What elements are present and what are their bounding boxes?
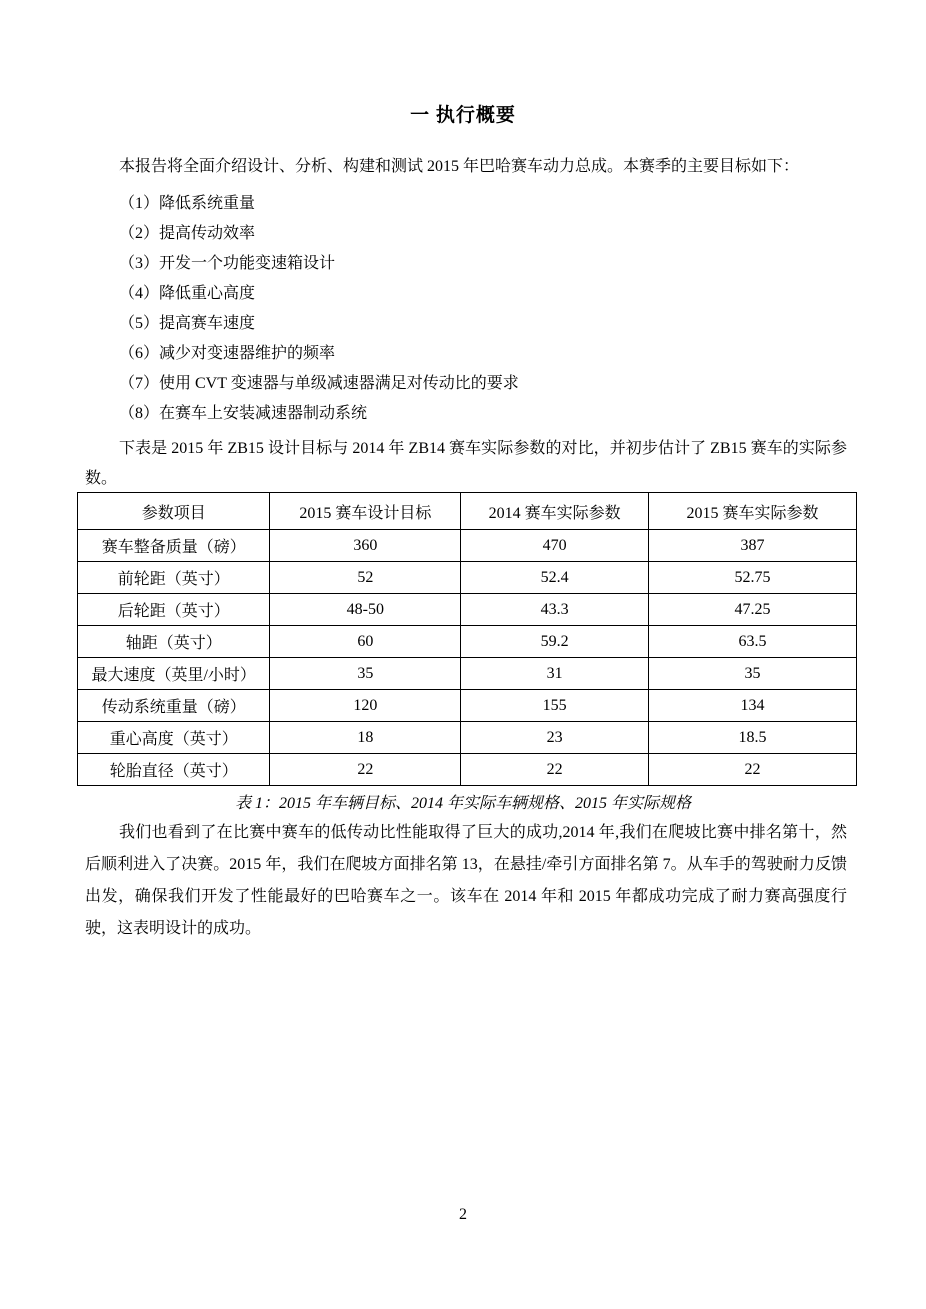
goal-item-7: （7）使用 CVT 变速器与单级减速器满足对传动比的要求 xyxy=(119,375,519,392)
param-value-cell: 48-50 xyxy=(270,594,461,626)
goals-list xyxy=(119,189,839,429)
param-value-cell: 134 xyxy=(648,690,856,722)
table-row xyxy=(78,530,857,562)
param-value-cell: 18 xyxy=(270,722,461,754)
param-value-cell: 22 xyxy=(648,754,856,786)
param-name-cell: 重心高度（英寸） xyxy=(78,722,270,754)
param-value-cell: 23 xyxy=(461,722,649,754)
param-value-cell: 47.25 xyxy=(648,594,856,626)
intro-paragraph: 本报告将全面介绍设计、分析、构建和测试 2015 年巴哈赛车动力总成。本赛季的主要目标如下： xyxy=(119,158,800,175)
param-name-cell: 轮胎直径（英寸） xyxy=(78,754,270,786)
goal-item-1: （1）降低系统重量 xyxy=(119,195,256,212)
header-2014-actual: 2014 赛车实际参数 xyxy=(461,493,649,530)
param-value-cell: 35 xyxy=(648,658,856,690)
goal-item-3: （3）开发一个功能变速箱设计 xyxy=(119,255,336,272)
header-2015-actual: 2015 赛车实际参数 xyxy=(648,493,856,530)
param-value-cell: 18.5 xyxy=(648,722,856,754)
param-value-cell: 52.75 xyxy=(648,562,856,594)
goal-item-8: （8）在赛车上安装减速器制动系统 xyxy=(119,405,368,422)
param-value-cell: 43.3 xyxy=(461,594,649,626)
param-value-cell: 22 xyxy=(270,754,461,786)
param-name-cell: 传动系统重量（磅） xyxy=(78,690,270,722)
header-2015-target: 2015 赛车设计目标 xyxy=(270,493,461,530)
table-row xyxy=(78,594,857,626)
param-value-cell: 470 xyxy=(461,530,649,562)
goal-item-5: （5）提高赛车速度 xyxy=(119,315,256,332)
table-intro-paragraph: 下表是 2015 年 ZB15 设计目标与 2014 年 ZB14 赛车实际参数的对比，并初步估计了 ZB15 赛车的实际参数。 xyxy=(85,440,847,487)
table-row xyxy=(78,658,857,690)
table-caption: 表 1：2015 年车辆目标、2014 年实际车辆规格、2015 年实际规格 xyxy=(234,795,691,812)
param-name-cell: 最大速度（英里/小时） xyxy=(78,658,270,690)
param-value-cell: 387 xyxy=(648,530,856,562)
table-row xyxy=(78,562,857,594)
page-number: 2 xyxy=(459,1206,467,1223)
param-value-cell: 22 xyxy=(461,754,649,786)
param-value-cell: 31 xyxy=(461,658,649,690)
specs-table-container xyxy=(77,492,857,786)
table-row xyxy=(78,690,857,722)
param-value-cell: 120 xyxy=(270,690,461,722)
goal-item-4: （4）降低重心高度 xyxy=(119,285,256,302)
table-header-row xyxy=(78,493,857,530)
header-param-name: 参数项目 xyxy=(78,493,270,530)
param-value-cell: 35 xyxy=(270,658,461,690)
param-value-cell: 60 xyxy=(270,626,461,658)
param-name-cell: 前轮距（英寸） xyxy=(78,562,270,594)
param-name-cell: 赛车整备质量（磅） xyxy=(78,530,270,562)
param-name-cell: 后轮距（英寸） xyxy=(78,594,270,626)
param-value-cell: 52.4 xyxy=(461,562,649,594)
param-value-cell: 52 xyxy=(270,562,461,594)
table-row xyxy=(78,722,857,754)
param-value-cell: 59.2 xyxy=(461,626,649,658)
param-value-cell: 63.5 xyxy=(648,626,856,658)
page-title: 一 执行概要 xyxy=(410,105,516,126)
param-value-cell: 155 xyxy=(461,690,649,722)
goal-item-2: （2）提高传动效率 xyxy=(119,225,256,242)
results-paragraph: 我们也看到了在比赛中赛车的低传动比性能取得了巨大的成功,2014 年,我们在爬坡比赛中排名第十，然后顺利进入了决赛。2015 年，我们在爬坡方面排名第 13，在悬挂/牵引方面排名第 7。从车手的驾驶耐力反馈出发，确保我们开发了性能最好的巴哈赛车之一。该车在 2014 年和 2015 年都成功完成了耐力赛高强度行驶，这表明设计的成功。 xyxy=(85,824,847,937)
table-row xyxy=(78,626,857,658)
goal-item-6: （6）减少对变速器维护的频率 xyxy=(119,345,336,362)
param-value-cell: 360 xyxy=(270,530,461,562)
param-name-cell: 轴距（英寸） xyxy=(78,626,270,658)
specs-table xyxy=(77,492,857,786)
table-row xyxy=(78,754,857,786)
